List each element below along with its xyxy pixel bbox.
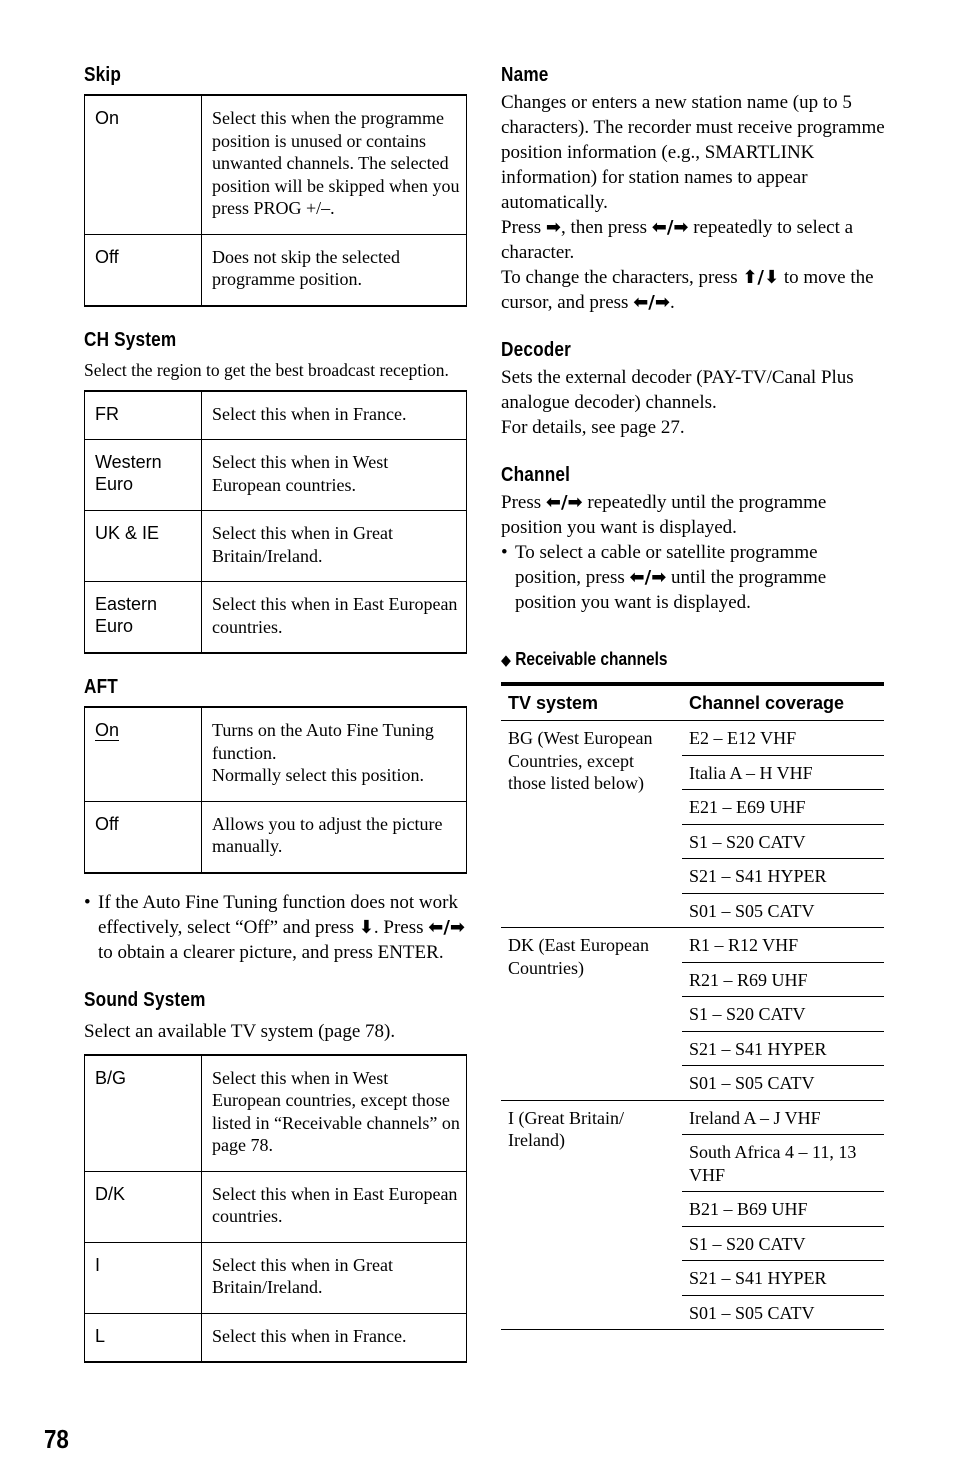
table-row bbox=[85, 391, 467, 440]
option-key: FR bbox=[85, 391, 202, 440]
table-row bbox=[501, 1100, 884, 1135]
table-row bbox=[501, 928, 884, 963]
aft-note bbox=[84, 890, 468, 965]
channel-coverage-cell: Italia A – H VHF bbox=[682, 755, 884, 790]
name-section bbox=[501, 62, 885, 315]
decoder-section bbox=[501, 337, 885, 440]
option-description: Select this when in France. bbox=[202, 1313, 467, 1362]
instruction-text: Press bbox=[501, 217, 542, 238]
channel-coverage-cell: R1 – R12 VHF bbox=[682, 928, 884, 963]
option-key: L bbox=[85, 1313, 202, 1362]
note-text: Press bbox=[383, 916, 424, 938]
decoder-reference: For details, see page 27. bbox=[501, 417, 685, 438]
receivable-channels-heading bbox=[501, 647, 831, 672]
channel-coverage-cell: S01 – S05 CATV bbox=[682, 893, 884, 928]
note-text: . bbox=[373, 916, 379, 938]
instruction-text: to move the cursor, and press bbox=[501, 267, 874, 313]
table-row bbox=[85, 1242, 467, 1313]
channel-note bbox=[501, 540, 885, 615]
ch-system-table bbox=[84, 390, 467, 655]
channel-coverage-cell: S01 – S05 CATV bbox=[682, 1066, 884, 1101]
channel-coverage-cell: R21 – R69 UHF bbox=[682, 962, 884, 997]
table-header-row bbox=[501, 684, 884, 721]
aft-section bbox=[84, 674, 468, 965]
option-description: Select this when in East European countries. bbox=[202, 1171, 467, 1242]
arrow-left-right-icon: ⬅/➡ bbox=[428, 916, 465, 938]
channel-coverage-cell: South Africa 4 – 11, 13 VHF bbox=[682, 1135, 884, 1192]
option-description bbox=[202, 707, 467, 801]
instruction-text: repeatedly until the programme position you want is displayed. bbox=[501, 492, 827, 538]
option-description: Select this when in West European countries, except those listed in “Receivable channels” on page 78. bbox=[202, 1055, 467, 1172]
channel-coverage-cell: S01 – S05 CATV bbox=[682, 1295, 884, 1330]
right-column bbox=[501, 62, 885, 1348]
option-description: Allows you to adjust the picture manually. bbox=[202, 801, 467, 873]
ch-system-intro: Select the region to get the best broadcast reception. bbox=[84, 359, 449, 380]
channel-heading: Channel bbox=[501, 464, 571, 486]
channel-coverage-cell: Ireland A – J VHF bbox=[682, 1100, 884, 1135]
instruction-text: , then press bbox=[560, 217, 647, 238]
arrow-down-icon: ⬇ bbox=[358, 916, 374, 938]
receivable-channels-section bbox=[501, 647, 885, 1330]
option-description: Does not skip the selected programme position. bbox=[202, 234, 467, 306]
arrow-left-right-icon: ⬅/➡ bbox=[651, 217, 689, 238]
table-row bbox=[85, 582, 467, 654]
option-key: Off bbox=[85, 801, 202, 873]
sound-system-intro: Select an available TV system (page 78). bbox=[84, 1020, 396, 1042]
option-key: D/K bbox=[85, 1171, 202, 1242]
option-description: Select this when the programme position is unused or contains unwanted channels. The selected position will be skipped when you press PROG +/–. bbox=[202, 95, 467, 234]
column-header: TV system bbox=[501, 684, 682, 721]
arrow-right-icon: ➡ bbox=[545, 217, 561, 238]
left-column bbox=[84, 62, 468, 1381]
table-row bbox=[85, 1055, 467, 1172]
option-description: Select this when in Great Britain/Ireland. bbox=[202, 511, 467, 582]
table-row bbox=[85, 440, 467, 511]
channel-section bbox=[501, 462, 885, 615]
option-key: B/G bbox=[85, 1055, 202, 1172]
option-description: Select this when in France. bbox=[202, 391, 467, 440]
instruction-text: Press bbox=[501, 492, 542, 513]
option-key: I bbox=[85, 1242, 202, 1313]
channel-coverage-cell: B21 – B69 UHF bbox=[682, 1192, 884, 1227]
option-description: Select this when in East European countries. bbox=[202, 582, 467, 654]
bullet-dot: • bbox=[501, 542, 508, 563]
option-key: Off bbox=[85, 234, 202, 306]
page-number: 78 bbox=[44, 1424, 69, 1454]
option-key: Western Euro bbox=[85, 440, 202, 511]
channel-coverage-cell: S1 – S20 CATV bbox=[682, 1226, 884, 1261]
sound-system-table bbox=[84, 1054, 467, 1364]
channel-coverage-cell: S1 – S20 CATV bbox=[682, 997, 884, 1032]
table-row bbox=[85, 1313, 467, 1362]
skip-heading: Skip bbox=[84, 64, 122, 86]
note-text: to obtain a clearer picture, and press ENTER. bbox=[98, 941, 444, 963]
receivable-channels-title: Receivable channels bbox=[515, 649, 668, 669]
name-heading: Name bbox=[501, 64, 549, 86]
note-text: To select a cable or satellite programme position, press bbox=[515, 542, 818, 588]
channel-coverage-cell: S1 – S20 CATV bbox=[682, 824, 884, 859]
table-row bbox=[501, 721, 884, 756]
skip-section bbox=[84, 62, 468, 307]
note-text: until the programme position you want is displayed. bbox=[515, 567, 827, 613]
decoder-description: Sets the external decoder (PAY-TV/Canal Plus analogue decoder) channels. bbox=[501, 367, 854, 413]
aft-table bbox=[84, 706, 467, 874]
option-key-label: On bbox=[95, 720, 120, 740]
channel-coverage-cell: S21 – S41 HYPER bbox=[682, 1261, 884, 1296]
option-key bbox=[85, 707, 202, 801]
channel-description bbox=[501, 490, 885, 540]
tv-system-cell: I (Great Britain/ Ireland) bbox=[501, 1100, 682, 1330]
table-row bbox=[85, 234, 467, 306]
tv-system-cell: BG (West European Countries, except those listed below) bbox=[501, 721, 682, 928]
diamond-icon: ◆ bbox=[501, 651, 511, 669]
name-description: Changes or enters a new station name (up to 5 characters). The recorder must receive programme position information (e.g., SMARTLINK information) for station names to appear automatically. bbox=[501, 92, 885, 213]
table-row bbox=[85, 95, 467, 234]
option-description: Select this when in Great Britain/Ireland. bbox=[202, 1242, 467, 1313]
instruction-text: To change the characters, press bbox=[501, 267, 738, 288]
ch-system-heading: CH System bbox=[84, 328, 177, 351]
instruction-text: repeatedly to select a character. bbox=[501, 217, 854, 263]
receivable-channels-table bbox=[501, 682, 884, 1330]
arrow-up-down-icon: ⬆/⬇ bbox=[742, 267, 780, 288]
option-key: On bbox=[85, 95, 202, 234]
table-row bbox=[85, 707, 467, 801]
name-instruction bbox=[501, 215, 885, 265]
ch-system-section bbox=[84, 327, 468, 655]
column-header: Channel coverage bbox=[682, 684, 884, 721]
option-key: UK & IE bbox=[85, 511, 202, 582]
sound-system-heading: Sound System bbox=[84, 988, 206, 1011]
name-instruction bbox=[501, 265, 885, 315]
channel-coverage-cell: E21 – E69 UHF bbox=[682, 790, 884, 825]
option-description-line: Turns on the Auto Fine Tuning function. bbox=[212, 720, 434, 763]
table-row bbox=[85, 801, 467, 873]
decoder-heading: Decoder bbox=[501, 339, 572, 361]
arrow-left-right-icon: ⬅/➡ bbox=[633, 292, 670, 313]
sound-system-section bbox=[84, 987, 468, 1364]
skip-table bbox=[84, 94, 467, 307]
arrow-left-right-icon: ⬅/➡ bbox=[629, 567, 667, 588]
option-key: Eastern Euro bbox=[85, 582, 202, 654]
channel-coverage-cell: E2 – E12 VHF bbox=[682, 721, 884, 756]
tv-system-cell: DK (East European Countries) bbox=[501, 928, 682, 1101]
table-row bbox=[85, 511, 467, 582]
note-text: If the Auto Fine Tuning function does not work effectively, select “Off” and press bbox=[98, 891, 458, 938]
aft-heading: AFT bbox=[84, 676, 118, 698]
channel-coverage-cell: S21 – S41 HYPER bbox=[682, 1031, 884, 1066]
option-description-line: Normally select this position. bbox=[212, 765, 424, 785]
table-row bbox=[85, 1171, 467, 1242]
instruction-text: . bbox=[669, 292, 675, 313]
arrow-left-right-icon: ⬅/➡ bbox=[545, 492, 583, 513]
bullet-dot: • bbox=[84, 891, 91, 913]
channel-coverage-cell: S21 – S41 HYPER bbox=[682, 859, 884, 894]
option-description: Select this when in West European countries. bbox=[202, 440, 467, 511]
